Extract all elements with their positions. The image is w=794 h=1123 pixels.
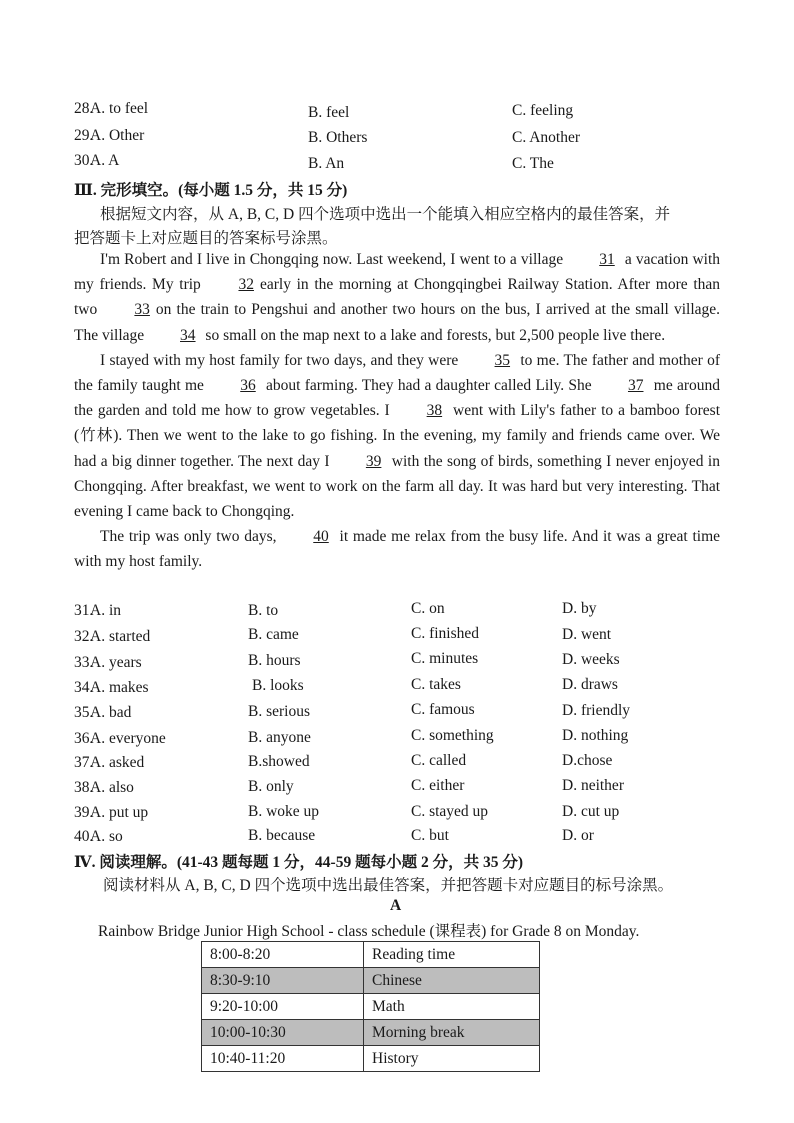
option-b: B. hours	[248, 652, 301, 669]
subject-cell: Chinese	[364, 968, 540, 994]
passage-text: I'm Robert and I live in Chongqing now. Last weekend, I went to a village	[100, 251, 564, 268]
blank-31: 31	[599, 251, 615, 268]
option-b: B. came	[248, 626, 299, 643]
passage-paragraph-1	[74, 247, 720, 348]
option-num: 28.	[74, 100, 94, 117]
blank-33: 33	[134, 301, 150, 319]
option-d: D. friendly	[562, 702, 631, 719]
blank-40: 40	[313, 528, 329, 546]
option-c: C. on	[411, 600, 445, 617]
passage-text: with the song of birds, something I never enjoyed in Chongqing. After breakfast, we went to work on the farm all day. It was hard but very interesting. That evening I came back to Chongqing.	[74, 452, 720, 521]
option-d: D. weeks	[562, 651, 620, 668]
option-c: C. minutes	[411, 650, 479, 667]
passage-text: The trip was only two days,	[100, 528, 277, 546]
option-a: A. put up	[90, 804, 149, 821]
option-a: A. years	[90, 654, 142, 671]
option-num: 36.	[74, 730, 94, 747]
option-a: A. asked	[90, 754, 145, 771]
option-num: 29.	[74, 127, 94, 144]
option-a: A. makes	[90, 679, 149, 696]
blank-37: 37	[627, 377, 644, 395]
option-b: B. only	[248, 778, 294, 795]
option-b: B. woke up	[248, 803, 320, 820]
option-b: B. because	[248, 827, 316, 844]
blank-36: 36	[240, 377, 256, 395]
passage-text: me around the garden and told me how to grow vegetables. I	[74, 377, 721, 420]
time-cell: 8:00-8:20	[202, 942, 364, 968]
option-c: C. The	[512, 155, 554, 172]
option-num: 30.	[74, 152, 94, 169]
option-c: C. something	[411, 727, 494, 744]
blank-32: 32	[238, 276, 254, 294]
time-cell: 9:20-10:00	[202, 994, 364, 1020]
blank-34: 34	[180, 326, 196, 344]
section4-heading: Ⅳ. 阅读理解。(41-43 题每题 1 分，44-59 题每小题 2 分，共 35 分)	[74, 854, 523, 871]
option-num: 38.	[74, 779, 94, 796]
option-num: 40.	[74, 828, 94, 845]
passage-text: to me. The father and mother of the family taught me	[74, 351, 721, 395]
option-c: C. either	[411, 777, 465, 794]
option-c: C. feeling	[512, 102, 574, 119]
option-a: A. in	[90, 602, 121, 619]
option-num: 31.	[74, 602, 94, 619]
passage-text: went with Lily's father to a bamboo forest (竹林). Then we went to the lake to go fishing. In the evening, my family and friends came over. We had a big dinner together. The next day I	[74, 402, 720, 470]
time-cell: 8:30-9:10	[202, 968, 364, 994]
passage-text: a vacation with my friends. My trip	[74, 251, 721, 294]
option-c: C. finished	[411, 625, 480, 642]
option-d: D. nothing	[562, 727, 629, 744]
subject-cell: Math	[364, 994, 540, 1020]
passage-text: early in the morning at Chongqingbei Railway Station. After more than two	[74, 276, 721, 319]
option-d: D. or	[562, 827, 594, 844]
table-row	[202, 942, 540, 968]
option-num: 39.	[74, 804, 94, 821]
time-cell: 10:00-10:30	[202, 1020, 364, 1046]
option-a: A. started	[90, 628, 151, 645]
option-num: 34.	[74, 679, 94, 696]
blank-35: 35	[494, 351, 511, 369]
option-b: B. to	[248, 602, 279, 619]
blank-39: 39	[365, 452, 382, 470]
subject-cell: Morning break	[364, 1020, 540, 1046]
cloze-passage	[74, 247, 720, 575]
option-b: B. Others	[308, 129, 368, 146]
table-row	[202, 968, 540, 994]
option-c: C. called	[411, 752, 467, 769]
option-num: 37.	[74, 754, 94, 771]
option-num: 32.	[74, 628, 94, 645]
option-b: B. looks	[252, 677, 304, 694]
passage-text: I stayed with my host family for two days, and they were	[100, 351, 459, 369]
section3-instruction-2: 把答题卡上对应题目的答案标号涂黑。	[74, 230, 338, 247]
table-row	[202, 994, 540, 1020]
option-c: C. stayed up	[411, 803, 489, 820]
passage-text: about farming. They had a daughter called Lily. She	[266, 377, 592, 395]
table-row	[202, 1020, 540, 1046]
option-d: D. cut up	[562, 803, 620, 820]
section4-instruction: 阅读材料从 A, B, C, D 四个选项中选出最佳答案，并把答题卡对应题目的标号涂黑。	[103, 877, 674, 894]
option-b: B.showed	[248, 753, 310, 770]
option-a: A. A	[90, 152, 120, 169]
option-num: 33.	[74, 654, 94, 671]
passage-paragraph-2	[74, 348, 720, 524]
option-c: C. Another	[512, 129, 581, 146]
option-d: D. went	[562, 626, 612, 643]
option-d: D. by	[562, 600, 597, 617]
section3-instruction-1: 根据短文内容，从 A, B, C, D 四个选项中选出一个能填入相应空格内的最佳答案，并	[100, 206, 671, 223]
option-b: B. An	[308, 155, 345, 172]
passage-paragraph-3	[74, 524, 720, 574]
option-c: C. takes	[411, 676, 461, 693]
subject-cell: Reading time	[364, 942, 540, 968]
option-d: D.chose	[562, 752, 613, 769]
option-a: A. so	[90, 828, 123, 845]
passage-text: it made me relax from the busy life. And it was a great time with my host family.	[74, 528, 721, 571]
option-b: B. feel	[308, 104, 350, 121]
option-b: B. anyone	[248, 729, 311, 746]
option-c: C. famous	[411, 701, 475, 718]
option-a: A. bad	[90, 704, 132, 721]
passage-text: so small on the map next to a lake and forests, but 2,500 people live there.	[205, 326, 666, 344]
option-a: A. also	[90, 779, 134, 796]
table-row	[202, 1046, 540, 1072]
option-num: 35.	[74, 704, 94, 721]
passage-text: on the train to Pengshui and another two hours on the bus, I arrived at the small village. The village	[74, 301, 721, 344]
option-a: A. everyone	[90, 730, 166, 747]
part-label: A	[390, 897, 402, 914]
option-a: A. to feel	[90, 100, 149, 117]
subject-cell: History	[364, 1046, 540, 1072]
option-c: C. but	[411, 827, 449, 844]
option-a: A. Other	[90, 127, 145, 144]
schedule-caption: Rainbow Bridge Junior High School - class schedule (课程表) for Grade 8 on Monday.	[98, 923, 640, 940]
blank-38: 38	[426, 402, 443, 420]
option-d: D. draws	[562, 676, 618, 693]
section3-heading: Ⅲ. 完形填空。(每小题 1.5 分，共 15 分)	[74, 182, 348, 199]
option-b: B. serious	[248, 703, 310, 720]
option-d: D. neither	[562, 777, 624, 794]
class-schedule-table	[201, 941, 540, 1072]
time-cell: 10:40-11:20	[202, 1046, 364, 1072]
